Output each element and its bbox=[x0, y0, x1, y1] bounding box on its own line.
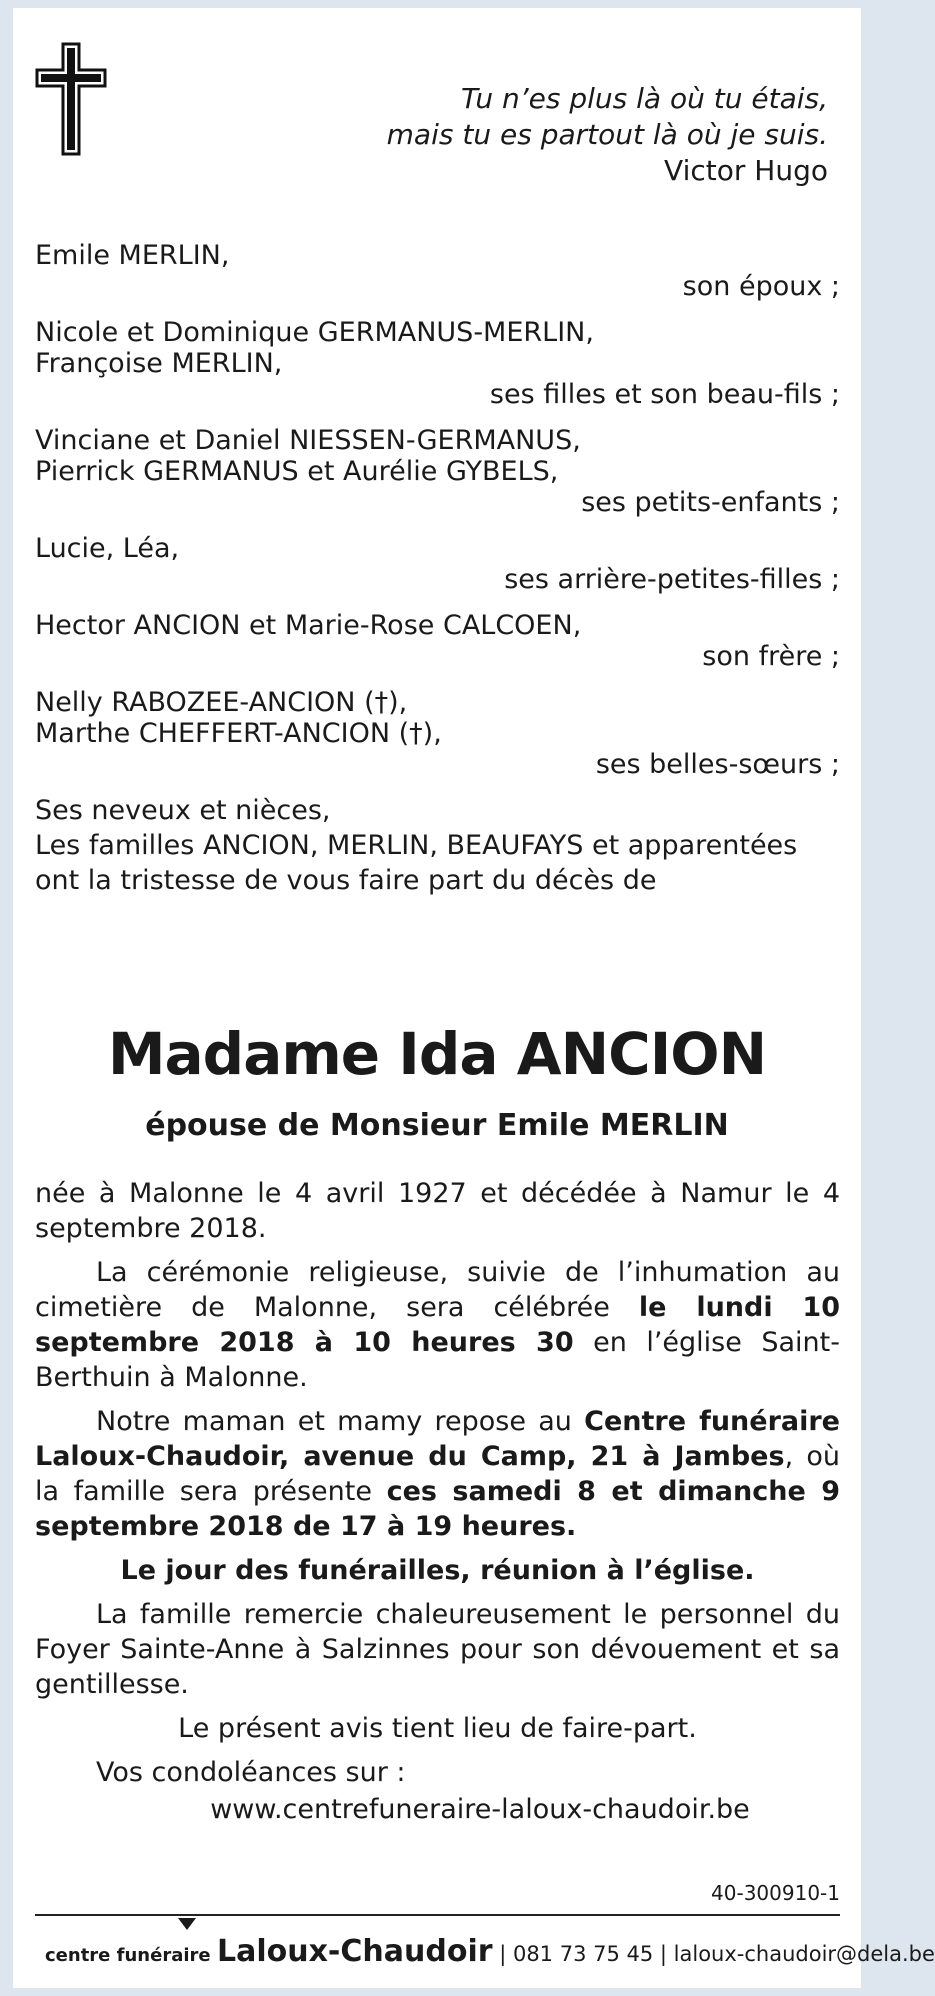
family-group bbox=[35, 240, 840, 302]
family-name: Lucie, Léa, bbox=[35, 533, 180, 564]
footer-prefix: centre funéraire bbox=[45, 1945, 211, 1966]
gathering-text: Le jour des funérailles, réunion à l’église. bbox=[120, 1555, 755, 1586]
cross-icon bbox=[34, 42, 108, 156]
family-name: Hector ANCION et Marie-Rose CALCOEN, bbox=[35, 610, 582, 641]
family-relation: ses petits-enfants ; bbox=[581, 487, 840, 518]
thanks-paragraph: La famille remercie chaleureusement le personnel du Foyer Sainte-Anne à Salzinnes pour son dévouement et sa gentillesse. bbox=[35, 1599, 840, 1700]
family-relation: ses arrière-petites-filles ; bbox=[504, 564, 840, 595]
logo-triangle-icon bbox=[178, 1918, 196, 1930]
family-name: Marthe CHEFFERT-ANCION (†), bbox=[35, 718, 442, 749]
intro-line: Ses neveux et nièces, bbox=[35, 795, 331, 826]
obituary-notice bbox=[13, 8, 935, 1988]
quote-line: mais tu es partout là où je suis. bbox=[386, 118, 828, 151]
quote-line: Tu n’es plus là où tu étais, bbox=[461, 82, 828, 115]
deceased-name: Madame Ida ANCION bbox=[107, 1020, 767, 1088]
footer-divider bbox=[35, 1914, 840, 1916]
quote-author: Victor Hugo bbox=[664, 154, 828, 187]
reference-number: 40-300910-1 bbox=[711, 1881, 840, 1905]
ceremony-text: La cérémonie religieuse, suivie de l’inhumation au cimetière de Malonne, sera célébrée bbox=[35, 1257, 840, 1323]
family-group bbox=[35, 687, 840, 780]
family-name: Emile MERLIN, bbox=[35, 240, 230, 271]
footer-contact: | 081 73 75 45 | laloux-chaudoir@dela.be bbox=[492, 1942, 935, 1966]
family-relation: son époux ; bbox=[682, 271, 840, 302]
family-relation: ses filles et son beau-fils ; bbox=[489, 379, 840, 410]
visitation-text: Notre maman et mamy repose au bbox=[96, 1406, 585, 1437]
funeral-home-footer bbox=[45, 1934, 935, 1969]
birth-death-dates: née à Malonne le 4 avril 1927 et décédée à Namur le 4 septembre 2018. bbox=[35, 1178, 840, 1244]
family-list bbox=[35, 240, 840, 896]
gathering-note bbox=[35, 1553, 840, 1588]
family-group bbox=[35, 610, 840, 672]
deceased-spouse: épouse de Monsieur Emile MERLIN bbox=[145, 1108, 729, 1143]
family-group bbox=[35, 317, 840, 410]
family-relation: son frère ; bbox=[702, 641, 840, 672]
visitation-dates: ces samedi 8 et dimanche 9 septembre 2018 de 17 à 19 heures. bbox=[35, 1476, 840, 1542]
ceremony-paragraph bbox=[35, 1255, 840, 1395]
ceremony-place: en l’église Saint-Berthuin à Malonne. bbox=[35, 1327, 840, 1393]
ceremony-date: le lundi 10 septembre 2018 à 10 heures 30 bbox=[35, 1292, 840, 1358]
intro-line: ont la tristesse de vous faire part du décès de bbox=[35, 865, 657, 896]
footer-brand: Laloux-Chaudoir bbox=[216, 1934, 493, 1969]
family-group bbox=[35, 425, 840, 518]
family-relation: ses belles-sœurs ; bbox=[595, 749, 840, 780]
family-group bbox=[35, 533, 840, 595]
intro-line: Les familles ANCION, MERLIN, BEAUFAYS et apparentées bbox=[35, 830, 798, 861]
family-name: Vinciane et Daniel NIESSEN-GERMANUS, bbox=[35, 425, 581, 456]
family-name: Nelly RABOZEE-ANCION (†), bbox=[35, 687, 408, 718]
family-name: Pierrick GERMANUS et Aurélie GYBELS, bbox=[35, 456, 559, 487]
notice-body bbox=[35, 1176, 840, 1836]
visitation-paragraph bbox=[35, 1404, 840, 1544]
notice-statement: Le présent avis tient lieu de faire-part. bbox=[178, 1713, 697, 1744]
funeral-home-address: Centre funéraire Laloux-Chaudoir, avenue du Camp, 21 à Jambes bbox=[35, 1406, 840, 1472]
condolences-label: Vos condoléances sur : bbox=[96, 1757, 406, 1788]
family-name: Françoise MERLIN, bbox=[35, 348, 283, 379]
family-name: Nicole et Dominique GERMANUS-MERLIN, bbox=[35, 317, 594, 348]
epigraph bbox=[308, 81, 828, 189]
visitation-text: , où la famille sera présente bbox=[35, 1441, 841, 1507]
condolences-website-link[interactable]: www.centrefuneraire-laloux-chaudoir.be bbox=[210, 1794, 750, 1825]
